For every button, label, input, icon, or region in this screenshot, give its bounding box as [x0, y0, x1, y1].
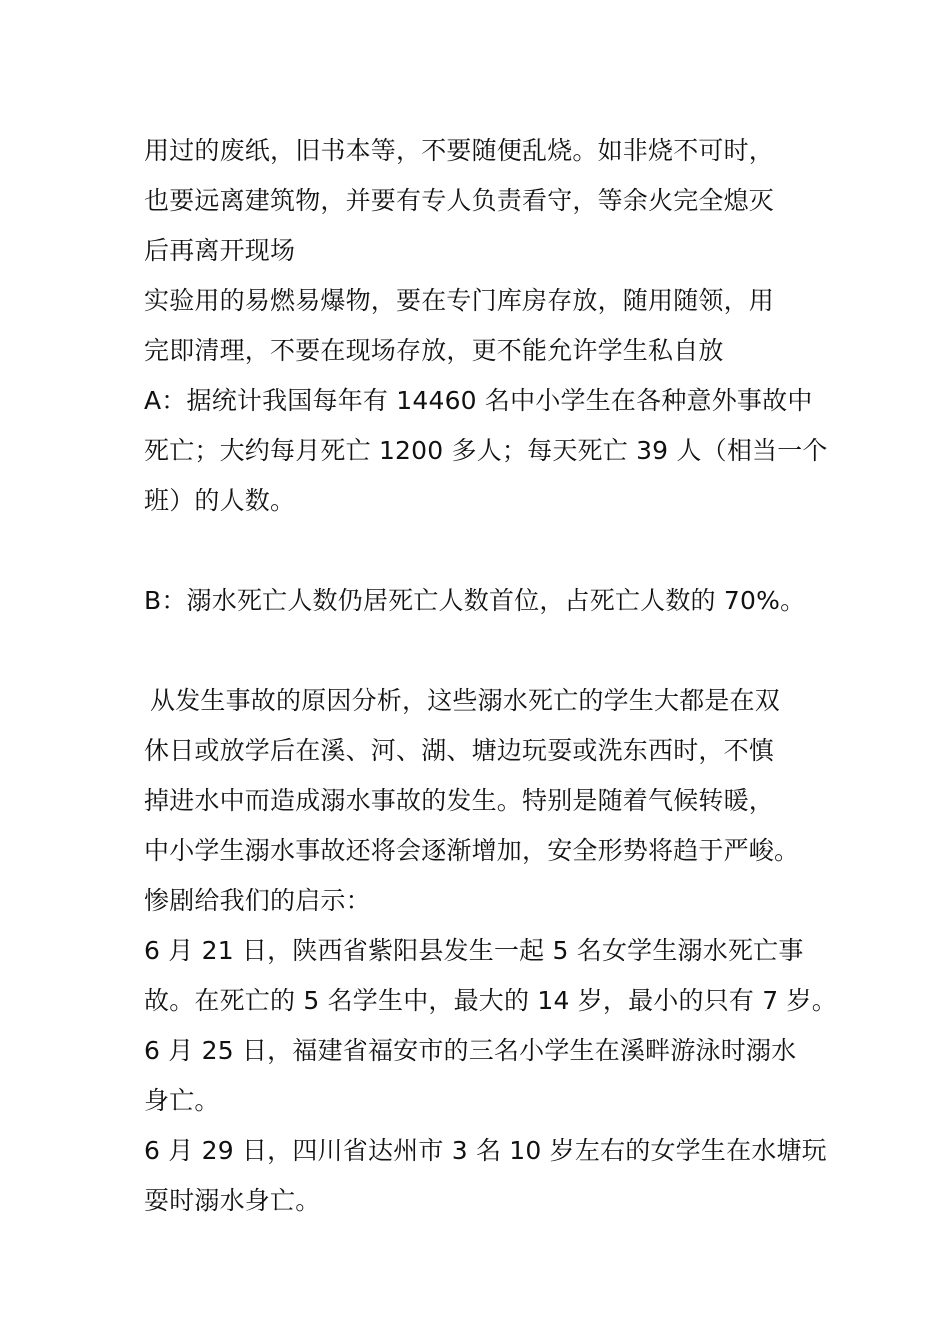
blank-line	[144, 626, 816, 676]
document-page	[144, 126, 837, 1226]
text-line: 身亡。	[144, 1086, 220, 1115]
text-line: A：据统计我国每年有 14460 名中小学生在各种意外事故中	[144, 386, 813, 415]
text-line: 从发生事故的原因分析，这些溺水死亡的学生大都是在双	[150, 686, 781, 715]
text-line: 也要远离建筑物，并要有专人负责看守，等余火完全熄灭	[144, 186, 775, 215]
text-line: 班）的人数。	[144, 486, 296, 515]
text-line: 完即清理，不要在现场存放，更不能允许学生私自放	[144, 336, 724, 365]
text-line: 用过的废纸，旧书本等，不要随便乱烧。如非烧不可时，	[144, 136, 775, 165]
text-line: 掉进水中而造成溺水事故的发生。特别是随着气候转暖，	[144, 786, 775, 815]
text-line: 故。在死亡的 5 名学生中，最大的 14 岁，最小的只有 7 岁。	[144, 986, 837, 1015]
text-line: 6 月 29 日，四川省达州市 3 名 10 岁左右的女学生在水塘玩	[144, 1136, 827, 1165]
blank-line	[144, 526, 816, 576]
text-line: 实验用的易燃易爆物，要在专门库房存放，随用随领，用	[144, 286, 775, 315]
text-line: 中小学生溺水事故还将会逐渐增加，安全形势将趋于严峻。	[144, 836, 800, 865]
text-line: 惨剧给我们的启示：	[144, 886, 371, 915]
text-line: 6 月 21 日，陕西省紫阳县发生一起 5 名女学生溺水死亡事	[144, 936, 804, 965]
text-line: 耍时溺水身亡。	[144, 1186, 321, 1215]
text-line: 后再离开现场	[144, 236, 296, 265]
text-line: 休日或放学后在溪、河、湖、塘边玩耍或洗东西时，不慎	[144, 736, 775, 765]
text-line: 死亡；大约每月死亡 1200 多人；每天死亡 39 人（相当一个	[144, 436, 828, 465]
text-line: 6 月 25 日，福建省福安市的三名小学生在溪畔游泳时溺水	[144, 1036, 797, 1065]
text-line: B：溺水死亡人数仍居死亡人数首位，占死亡人数的 70%。	[144, 586, 806, 615]
